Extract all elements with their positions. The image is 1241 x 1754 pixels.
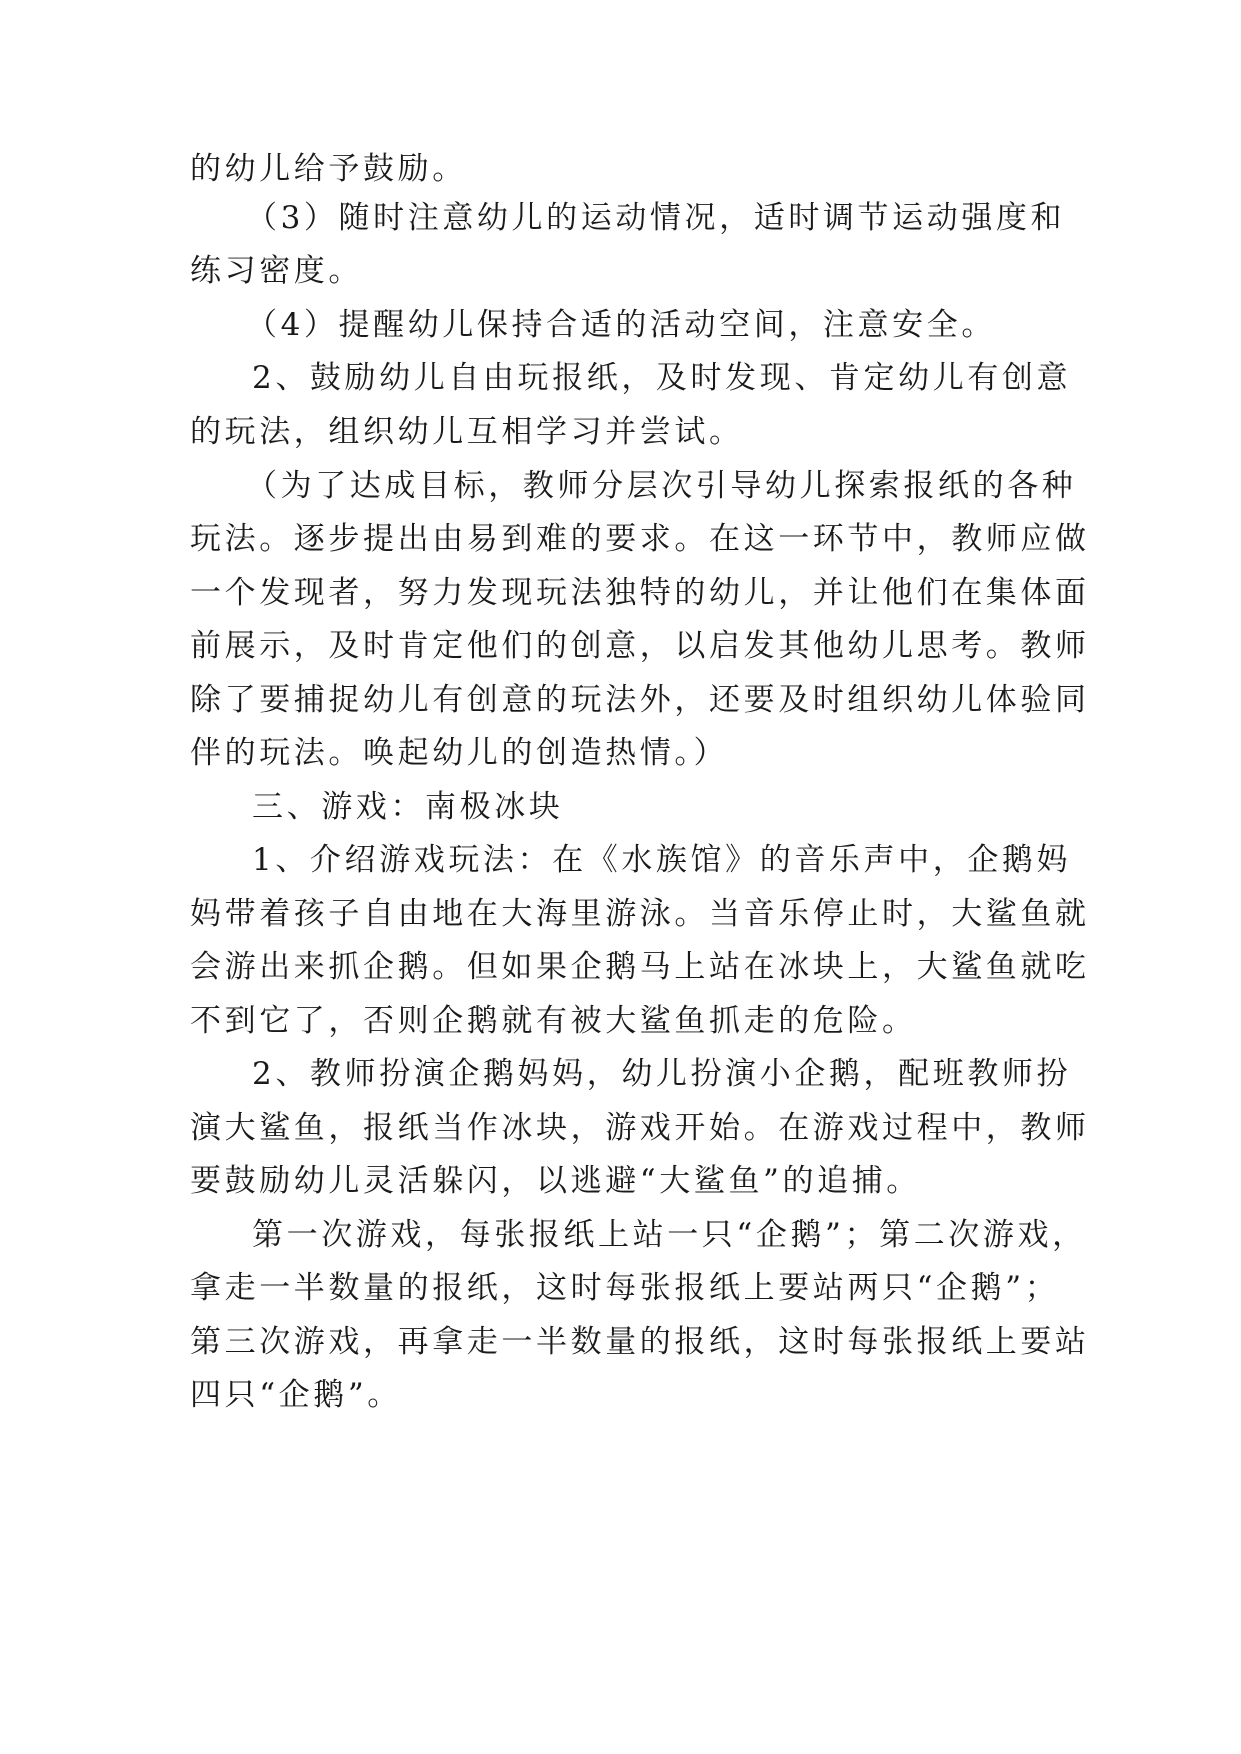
text-line: 伴的玩法。唤起幼儿的创造热情。） [190,735,729,771]
text-line: 妈带着孩子自由地在大海里游泳。当音乐停止时，大鲨鱼就 [190,896,1090,932]
text-line: 除了要捕捉幼儿有创意的玩法外，还要及时组织幼儿体验同 [190,682,1090,718]
section-heading: 三、游戏：南极冰块 [252,789,564,825]
text-line: 一个发现者，努力发现玩法独特的幼儿，并让他们在集体面 [190,575,1090,611]
text-line: 演大鲨鱼，报纸当作冰块，游戏开始。在游戏过程中，教师 [190,1110,1090,1146]
text-line: 第一次游戏，每张报纸上站一只“企鹅”；第二次游戏， [252,1217,1087,1253]
text-line: 会游出来抓企鹅。但如果企鹅马上站在冰块上，大鲨鱼就吃 [190,949,1090,985]
text-line: 四只“企鹅”。 [190,1377,402,1413]
text-line: 前展示，及时肯定他们的创意，以启发其他幼儿思考。教师 [190,628,1090,664]
text-line: 拿走一半数量的报纸，这时每张报纸上要站两只“企鹅”； [190,1270,1060,1306]
text-line: 2、鼓励幼儿自由玩报纸，及时发现、肯定幼儿有创意 [252,360,1072,396]
text-line: 玩法。逐步提出由易到难的要求。在这一环节中，教师应做 [190,521,1090,557]
text-line: 的玩法，组织幼儿互相学习并尝试。 [190,414,744,450]
text-line: 第三次游戏，再拿走一半数量的报纸，这时每张报纸上要站 [190,1324,1090,1360]
text-line: （4）提醒幼儿保持合适的活动空间，注意安全。 [246,307,996,343]
text-line: 要鼓励幼儿灵活躲闪，以逃避“大鲨鱼”的追捕。 [190,1163,921,1199]
text-line: 不到它了，否则企鹅就有被大鲨鱼抓走的危险。 [190,1003,917,1039]
text-line: 练习密度。 [190,253,363,289]
text-line: （3）随时注意幼儿的运动情况，适时调节运动强度和 [246,200,1066,236]
text-line: 2、教师扮演企鹅妈妈，幼儿扮演小企鹅，配班教师扮 [252,1056,1072,1092]
text-line: 的幼儿给予鼓励。 [190,151,467,187]
text-line: 1、介绍游戏玩法：在《水族馆》的音乐声中，企鹅妈 [252,842,1072,878]
text-line: （为了达成目标，教师分层次引导幼儿探索报纸的各种 [246,468,1077,504]
